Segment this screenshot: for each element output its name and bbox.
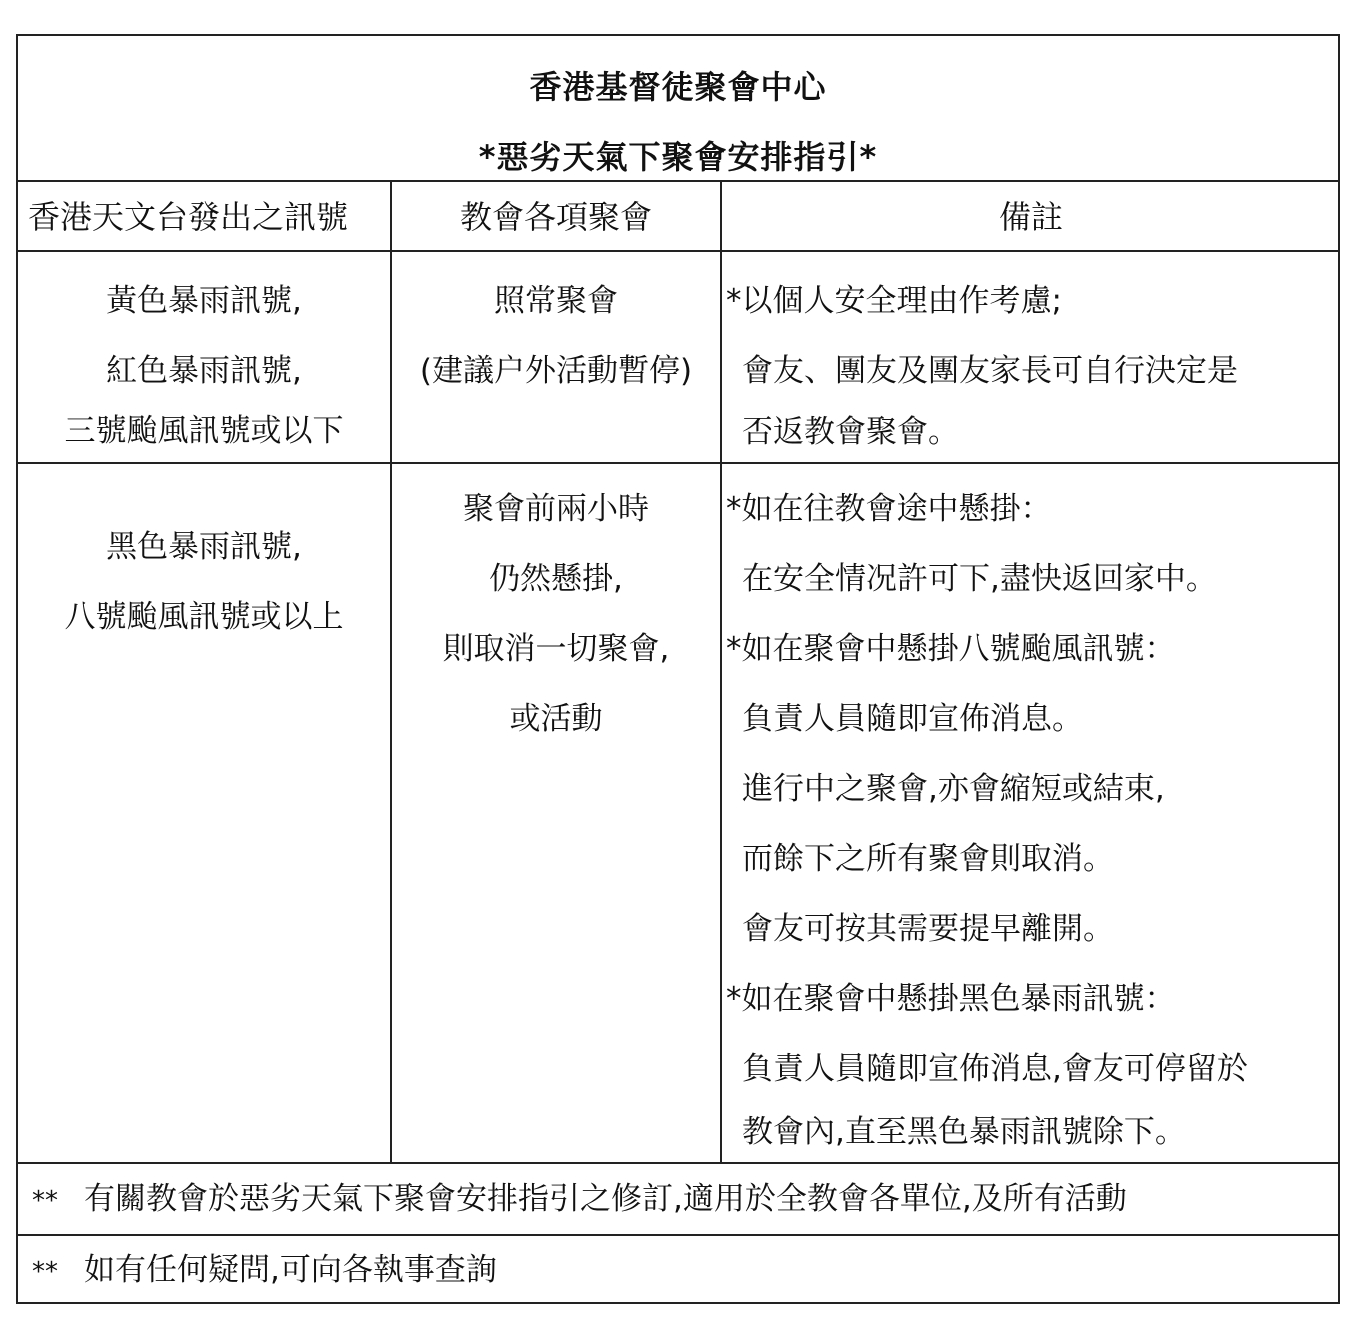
- row1-meeting-line: (建議户外活動暫停): [419, 353, 693, 389]
- footer-note: [18, 1234, 1338, 1304]
- row1-meeting-line: 照常聚會: [494, 283, 618, 319]
- header-meeting: 教會各項聚會: [459, 198, 652, 236]
- row2-remark-line: 負責人員隨即宣佈消息。: [742, 701, 1083, 737]
- title-block: [18, 36, 1338, 182]
- row2-remark-line: 教會內,直至黑色暴雨訊號除下。: [742, 1114, 1186, 1150]
- row2-meeting-line: 聚會前兩小時: [463, 491, 649, 527]
- row1-signal-line: 黃色暴雨訊號,: [106, 283, 302, 319]
- row2-remark-line: *如在聚會中懸掛黑色暴雨訊號：: [726, 981, 1176, 1017]
- row2-meeting-line: 或活動: [509, 701, 603, 737]
- row2-remark-line: 在安全情况許可下,盡快返回家中。: [742, 561, 1217, 597]
- row2-remark-line: 負責人員隨即宣佈消息,會友可停留於: [742, 1051, 1248, 1087]
- guideline-document: [16, 34, 1340, 1304]
- row2-signal-line: 黑色暴雨訊號,: [106, 529, 302, 565]
- row1-remark-line: 否返教會聚會。: [742, 414, 959, 450]
- organization-title: 香港基督徒聚會中心: [529, 68, 827, 106]
- row2-signal-line: 八號颱風訊號或以上: [64, 599, 344, 635]
- guideline-title: *惡劣天氣下聚會安排指引*: [478, 138, 878, 176]
- row1-signal-line: 三號颱風訊號或以下: [64, 413, 344, 449]
- row2-meeting-line: 則取消一切聚會,: [442, 631, 670, 667]
- row1-remark-line: 會友、團友及團友家長可自行決定是: [742, 353, 1238, 389]
- header-remarks: 備註: [998, 198, 1063, 236]
- column-divider: [720, 182, 722, 1162]
- row2-remark-line: 進行中之聚會,亦會縮短或結束,: [742, 771, 1165, 807]
- header-signal: 香港天文台發出之訊號: [28, 198, 349, 236]
- footer-marker: **: [32, 1257, 58, 1287]
- row1-signal-line: 紅色暴雨訊號,: [106, 353, 302, 389]
- footer-note: [18, 1162, 1338, 1234]
- row2-meeting-line: 仍然懸掛,: [489, 561, 623, 597]
- footer-note-text: 有關教會於惡劣天氣下聚會安排指引之修訂,適用於全教會各單位,及所有活動: [84, 1181, 1127, 1217]
- guideline-table: [18, 182, 1338, 1162]
- footer-marker: **: [32, 1186, 58, 1216]
- row2-remark-line: 會友可按其需要提早離開。: [742, 911, 1114, 947]
- row2-remark-line: *如在往教會途中懸掛：: [726, 491, 1052, 527]
- footer-note-text: 如有任何疑問,可向各執事查詢: [84, 1252, 497, 1288]
- row-divider: [18, 462, 1338, 464]
- row-divider: [18, 250, 1338, 252]
- row2-remark-line: 而餘下之所有聚會則取消。: [742, 841, 1114, 877]
- row2-remark-line: *如在聚會中懸掛八號颱風訊號：: [726, 631, 1176, 667]
- row1-remark-line: *以個人安全理由作考慮;: [726, 283, 1062, 319]
